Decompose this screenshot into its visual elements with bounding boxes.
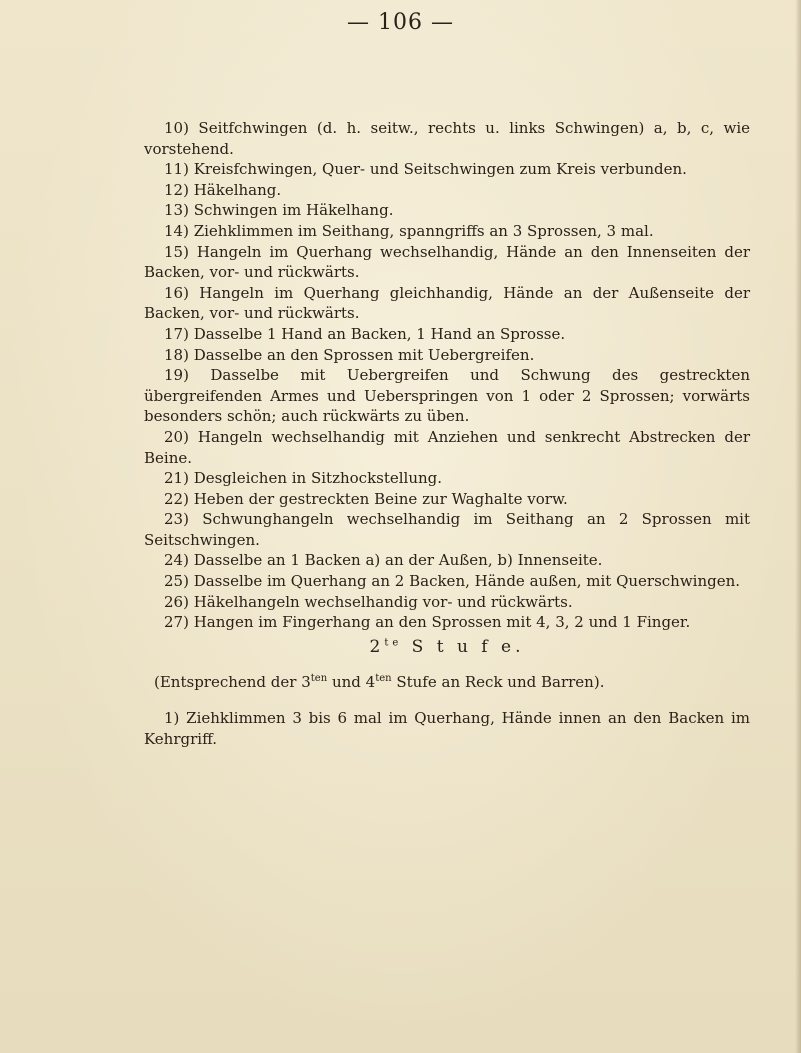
list-item: 12) Häkelhang. [164, 180, 282, 199]
list-item: 27) Hangen im Fingerhang an den Sprossen mit 4, 3, 2 und 1 Finger. [164, 613, 691, 632]
subtitle-sup-2: ten [375, 673, 392, 685]
subtitle-post: Stufe an Reck und Barren). [391, 673, 605, 692]
list-item: 25) Dasselbe im Querhang an 2 Backen, Hände außen, mit Querschwingen. [164, 572, 741, 591]
list-item: 19) Dasselbe mit Uebergreifen und Schwung des gestreckten übergreifenden Armes und Ueberspringen von 1 oder 2 Sprossen; vorwärts besonders schön; auch rückwärts zu üben. [144, 366, 750, 426]
list-item: 21) Desgleichen in Sitzhockstellung. [164, 469, 443, 488]
list-item: 1) Ziehklimmen 3 bis 6 mal im Querhang, Hände innen an den Backen im Kehrgriff. [144, 709, 750, 748]
list-item: 23) Schwunghangeln wechselhandig im Seithang an 2 Sprossen mit Seitschwingen. [144, 510, 750, 549]
stufe-sup: te [384, 637, 403, 649]
list-item: 11) Kreisfchwingen, Quer- und Seitschwingen zum Kreis verbunden. [164, 160, 687, 179]
page-edge-shadow [795, 0, 801, 1053]
subtitle-pre: (Entsprechend der 3 [154, 673, 311, 692]
list-item: 13) Schwingen im Häkelhang. [164, 201, 394, 220]
list-item: 17) Dasselbe 1 Hand an Backen, 1 Hand an Sprosse. [164, 324, 566, 343]
list-item: 24) Dasselbe an 1 Backen a) an der Außen, b) Innenseite. [164, 551, 603, 570]
page-text [144, 118, 750, 749]
list-item: 15) Hangeln im Querhang wechselhandig, Hände an den Innenseiten der Backen, vor- und rückwärts. [144, 242, 750, 282]
section-heading [144, 637, 750, 658]
stufe-number: 2 [369, 636, 385, 657]
list-item: 10) Seitfchwingen (d. h. seitw., rechts u. links Schwingen) a, b, c, wie vorstehend. [144, 119, 750, 158]
stufe-word: S t u f e. [411, 636, 525, 657]
list-item: 18) Dasselbe an den Sprossen mit Uebergreifen. [164, 345, 535, 364]
list-item: 16) Hangeln im Querhang gleichhandig, Hände an der Außenseite der Backen, vor- und rückwärts. [144, 283, 750, 323]
subtitle-sup-1: ten [310, 673, 328, 685]
subtitle-mid: und 4 [327, 673, 376, 692]
list-item: 26) Häkelhangeln wechselhandig vor- und rückwärts. [164, 592, 573, 611]
list-item: 20) Hangeln wechselhandig mit Anziehen und senkrecht Abstrecken der Beine. [144, 427, 750, 467]
section-subtitle [144, 672, 750, 693]
list-item: 14) Ziehklimmen im Seithang, spanngriffs an 3 Sprossen, 3 mal. [164, 221, 654, 240]
page-number: — 106 — [347, 10, 454, 35]
list-item: 22) Heben der gestreckten Beine zur Waghalte vorw. [164, 489, 568, 508]
